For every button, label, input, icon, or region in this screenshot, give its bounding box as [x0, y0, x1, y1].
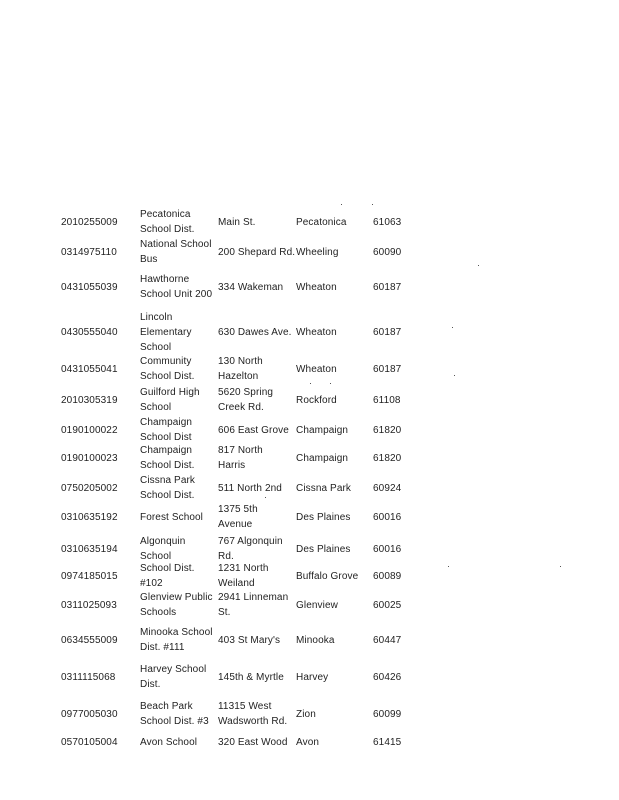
street-address: 11315 West Wadsworth Rd. — [218, 701, 288, 727]
zip-code: 60016 — [373, 543, 402, 555]
zip-code: 60924 — [373, 482, 402, 494]
street-address: 145th & Myrtle — [218, 671, 284, 683]
table-row — [0, 354, 619, 384]
zip-code: 60090 — [373, 246, 402, 258]
street-address: 1375 5th Avenue — [218, 504, 258, 530]
street-address: 5620 Spring Creek Rd. — [218, 387, 274, 413]
record-id: 2010255009 — [61, 216, 118, 228]
zip-code: 61108 — [373, 394, 401, 406]
street-address: 334 Wakeman — [218, 281, 284, 293]
record-id: 0634555009 — [61, 634, 118, 646]
school-name: Harvey School Dist. — [140, 664, 207, 690]
zip-code: 61063 — [373, 216, 402, 228]
table-row — [0, 385, 619, 415]
street-address: 403 St Mary's — [218, 634, 281, 646]
record-id: 0750205002 — [61, 482, 118, 494]
city: Zion — [296, 708, 316, 720]
school-name: School Dist. #102 — [140, 563, 195, 589]
table-row — [0, 473, 619, 503]
scan-speck — [372, 204, 373, 205]
school-name: Hawthorne School Unit 200 — [140, 274, 213, 300]
record-id: 0190100023 — [61, 452, 118, 464]
street-address: 200 Shepard Rd. — [218, 246, 296, 258]
table-row — [0, 590, 619, 620]
city: Rockford — [296, 394, 337, 406]
street-address: 630 Dawes Ave. — [218, 327, 292, 338]
record-id: 0190100022 — [61, 424, 118, 436]
city: Pecatonica — [296, 216, 347, 228]
zip-code: 60025 — [373, 599, 402, 611]
table-row — [0, 735, 619, 750]
street-address: 606 East Grove — [218, 424, 289, 436]
table-row — [0, 207, 619, 237]
school-name: Lincoln Elementary School — [140, 312, 192, 353]
scan-speck — [265, 497, 266, 498]
school-name: Community School Dist. — [140, 356, 195, 382]
zip-code: 61820 — [373, 424, 402, 436]
city: Minooka — [296, 634, 335, 646]
city: Wheeling — [296, 246, 339, 258]
street-address: 817 North Harris — [218, 445, 263, 471]
record-id: 0570105004 — [61, 737, 118, 748]
zip-code: 60099 — [373, 708, 402, 720]
school-name: Glenview Public Schools — [140, 592, 213, 618]
table-row — [0, 415, 619, 445]
record-id: 0974185015 — [61, 570, 118, 582]
zip-code: 60426 — [373, 671, 402, 683]
table-row — [0, 502, 619, 532]
zip-code: 60016 — [373, 511, 402, 523]
street-address: 511 North 2nd — [218, 482, 282, 494]
street-address: Main St. — [218, 216, 256, 228]
city: Champaign — [296, 424, 349, 436]
school-name: Beach Park School Dist. #3 — [140, 701, 209, 727]
scan-speck — [330, 383, 331, 384]
table-row — [0, 662, 619, 692]
record-id: 0311025093 — [61, 599, 117, 611]
record-id: 0430555040 — [61, 327, 118, 338]
table-row — [0, 310, 619, 355]
record-id: 2010305319 — [61, 394, 118, 406]
table-row — [0, 534, 619, 564]
table-row — [0, 443, 619, 473]
scan-speck — [560, 566, 561, 567]
city: Glenview — [296, 599, 338, 611]
record-id: 0431055039 — [61, 281, 118, 293]
city: Wheaton — [296, 327, 337, 338]
city: Cissna Park — [296, 482, 352, 494]
scan-speck — [448, 566, 449, 567]
school-name: Avon School — [140, 737, 198, 748]
zip-code: 60447 — [373, 634, 402, 646]
city: Avon — [296, 737, 320, 748]
scan-speck — [452, 327, 453, 328]
school-name: Champaign School Dist. — [140, 445, 195, 471]
record-id: 0977005030 — [61, 708, 118, 720]
school-name: Champaign School Dist — [140, 417, 193, 443]
record-id: 0310635192 — [61, 511, 118, 523]
school-name: Algonquin School — [140, 536, 186, 562]
zip-code: 60089 — [373, 570, 402, 582]
school-name: Guilford High School — [140, 387, 200, 413]
record-id: 0311115068 — [61, 671, 116, 683]
zip-code: 61820 — [373, 452, 402, 464]
school-name: National School Bus — [140, 239, 212, 265]
street-address: 767 Algonquin Rd. — [218, 536, 283, 562]
school-name: Cissna Park School Dist. — [140, 475, 196, 501]
city: Des Plaines — [296, 543, 351, 555]
street-address: 320 East Wood — [218, 737, 288, 748]
scan-speck — [310, 383, 311, 384]
scan-speck — [454, 375, 455, 376]
zip-code: 60187 — [373, 327, 402, 338]
table-row — [0, 561, 619, 591]
city: Champaign — [296, 452, 349, 464]
school-name: Minooka School Dist. #111 — [140, 627, 213, 653]
city: Buffalo Grove — [296, 570, 359, 582]
street-address: 2941 Linneman St. — [218, 592, 289, 618]
record-id: 0314975110 — [61, 246, 117, 258]
zip-code: 60187 — [373, 363, 402, 375]
record-id: 0310635194 — [61, 543, 118, 555]
table-row — [0, 237, 619, 267]
city: Wheaton — [296, 363, 337, 375]
school-name: Pecatonica School Dist. — [140, 209, 195, 235]
city: Harvey — [296, 671, 329, 683]
street-address: 130 North Hazelton — [218, 356, 263, 382]
zip-code: 61415 — [373, 737, 402, 748]
city: Wheaton — [296, 281, 337, 293]
scan-speck — [478, 265, 479, 266]
record-id: 0431055041 — [61, 363, 118, 375]
table-row — [0, 699, 619, 729]
table-row — [0, 272, 619, 302]
scan-speck — [341, 204, 342, 205]
school-name: Forest School — [140, 511, 203, 523]
city: Des Plaines — [296, 511, 351, 523]
zip-code: 60187 — [373, 281, 402, 293]
table-row — [0, 625, 619, 655]
street-address: 1231 North Weiland — [218, 563, 269, 589]
